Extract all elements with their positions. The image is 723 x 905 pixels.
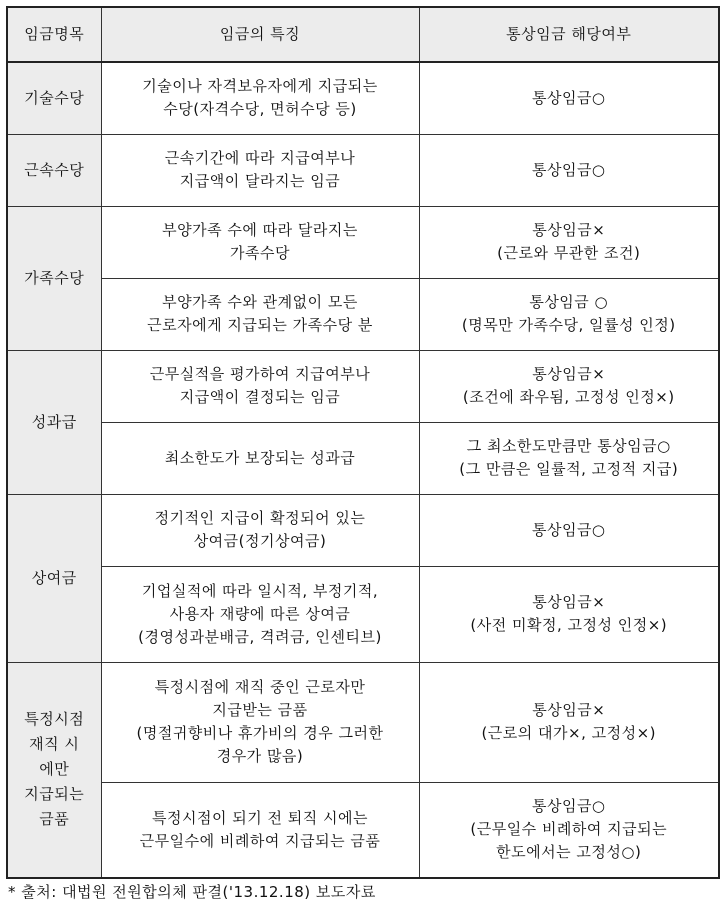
wage-feature-cell [101,278,419,350]
wage-feature-line: 상여금(정기상여금) [193,532,327,550]
wage-feature-line: 최소한도가 보장되는 성과급 [164,448,356,467]
wage-name-cell [7,62,101,134]
ordinary-wage-status-line: 그 최소한도만큼만 통상임금○ [466,437,671,455]
wage-feature-line: 근무일수에 비례하여 지급되는 금품 [139,831,381,850]
wage-feature-cell [101,662,419,782]
wage-feature-line: 부양가족 수와 관계없이 모든 [162,293,358,311]
wage-feature-cell [101,782,419,878]
wage-feature-line: 사용자 재량에 따른 상여금 [169,604,351,623]
table-row [7,62,719,134]
ordinary-wage-status-line: 통상임금× [532,365,606,383]
ordinary-wage-status-line: (조건에 좌우됨, 고정성 인정×) [462,388,675,406]
wage-name-line: 기술수당 [24,88,85,107]
wage-feature-line: 근속기간에 따라 지급여부나 [164,149,356,167]
wage-feature-line: 정기적인 지급이 확정되어 있는 [154,509,366,527]
ordinary-wage-status-cell [419,566,719,662]
ordinary-wage-status-cell [419,494,719,566]
header-row [7,7,719,62]
wage-name-cell [7,662,101,878]
ordinary-wage-status-cell [419,278,719,350]
ordinary-wage-status-cell [419,350,719,422]
table-row [7,422,719,494]
wage-name-line: 성과급 [31,412,77,431]
wage-feature-line: 근로자에게 지급되는 가족수당 분 [147,316,373,334]
wage-name-cell [7,350,101,494]
table-row [7,566,719,662]
wage-classification-table [6,6,720,879]
wage-name-line: 금품 [39,810,70,829]
ordinary-wage-status-line: 한도에서는 고정성○) [496,843,642,862]
table-row [7,134,719,206]
wage-name-line: 재직 시 [29,735,80,754]
table-row [7,662,719,782]
source-note: * 출처: 대법원 전원합의체 판결('13.12.18) 보도자료 [8,883,376,901]
wage-name-cell [7,134,101,206]
wage-name-line: 상여금 [31,568,77,587]
ordinary-wage-status-line: (근로의 대가×, 고정성×) [481,724,657,742]
wage-feature-line: 기술이나 자격보유자에게 지급되는 [142,77,378,96]
wage-name-cell [7,206,101,350]
wage-feature-cell [101,422,419,494]
wage-feature-line: 특정시점이 되기 전 퇴직 시에는 [152,808,368,827]
wage-feature-line: 수당(자격수당, 면허수당 등) [163,100,357,119]
ordinary-wage-status-line: (사전 미확정, 고정성 인정×) [470,616,668,634]
wage-feature-line: 기업실적에 따라 일시적, 부정기적, [141,581,379,600]
ordinary-wage-status-line: (근로와 무관한 조건) [497,244,641,262]
wage-feature-line: 지급받는 금품 [212,701,308,719]
ordinary-wage-status-line: 통상임금× [532,593,606,611]
table-row [7,782,719,878]
header-wage-feature: 임금의 특징 [101,7,419,62]
wage-feature-cell [101,350,419,422]
header-wage-name: 임금명목 [7,7,101,62]
wage-feature-line: 지급액이 결정되는 임금 [179,388,341,406]
wage-feature-line: 부양가족 수에 따라 달라지는 [162,221,358,239]
wage-feature-line: (경영성과분배금, 격려금, 인센티브) [138,627,382,646]
wage-feature-line: 지급액이 달라지는 임금 [179,172,341,190]
ordinary-wage-status-line: 통상임금○ [531,520,606,539]
wage-feature-cell [101,62,419,134]
wage-feature-cell [101,134,419,206]
ordinary-wage-status-line: 통상임금○ [531,797,606,816]
table-row [7,206,719,278]
ordinary-wage-status-line: (근무일수 비례하여 지급되는 [470,820,668,839]
table-row [7,350,719,422]
wage-name-line: 근속수당 [24,160,85,179]
ordinary-wage-status-line: 통상임금× [532,701,606,719]
ordinary-wage-status-line: 통상임금 ○ [529,293,609,311]
wage-feature-line: 특정시점에 재직 중인 근로자만 [154,678,366,696]
wage-feature-cell [101,206,419,278]
wage-name-line: 에만 [39,760,70,779]
ordinary-wage-status-line: (명목만 가족수당, 일률성 인정) [461,316,676,334]
ordinary-wage-status-line: 통상임금○ [531,88,606,107]
ordinary-wage-status-cell [419,782,719,878]
ordinary-wage-status-cell [419,206,719,278]
wage-name-line: 가족수당 [24,268,85,287]
ordinary-wage-status-cell [419,134,719,206]
ordinary-wage-status-line: 통상임금× [532,221,606,239]
table-row [7,278,719,350]
ordinary-wage-status-line: (그 만큼은 일률적, 고정적 지급) [459,460,679,478]
wage-feature-cell [101,566,419,662]
wage-feature-line: 가족수당 [230,244,290,262]
wage-feature-line: 경우가 많음) [216,747,304,765]
ordinary-wage-status-line: 통상임금○ [531,160,606,179]
wage-feature-cell [101,494,419,566]
ordinary-wage-status-cell [419,422,719,494]
ordinary-wage-status-cell [419,662,719,782]
wage-feature-line: (명절귀향비나 휴가비의 경우 그러한 [136,724,384,742]
wage-feature-line: 근무실적을 평가하여 지급여부나 [149,365,371,383]
wage-name-line: 특정시점 [24,710,85,729]
table-row [7,494,719,566]
header-ordinary-wage-status: 통상임금 해당여부 [419,7,719,62]
wage-name-line: 지급되는 [24,785,85,804]
ordinary-wage-status-cell [419,62,719,134]
wage-name-cell [7,494,101,662]
